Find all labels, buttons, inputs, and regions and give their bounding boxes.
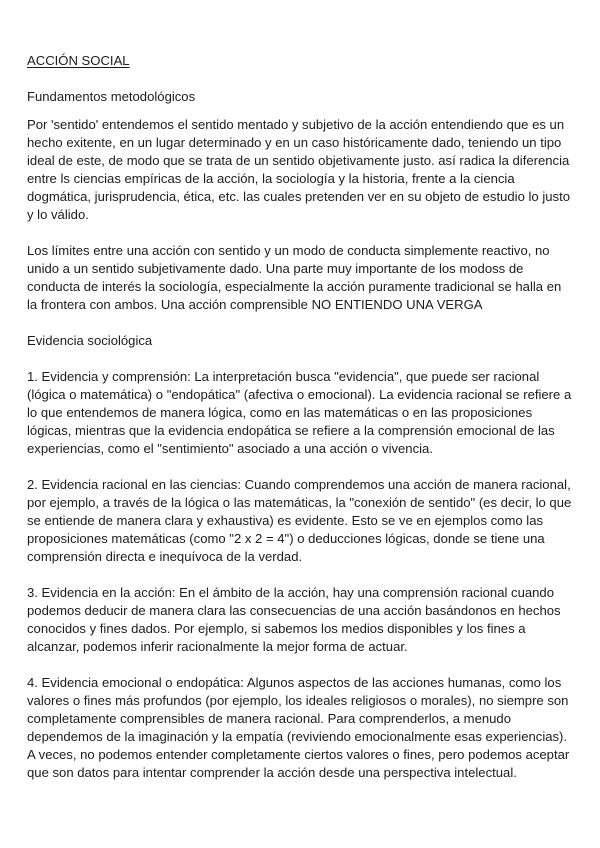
- paragraph: 1. Evidencia y comprensión: La interpretación busca "evidencia", que puede ser racional (lógica o matemática) o "endopática" (afectiva o emocional). La evidencia racional se refiere a lo que entendemos de manera lógica, como en las matemáticas o en las proposiciones lógicas, mientras que la evidencia endopática se refiere a la comprensión emocional de las experiencias, como el "sentimiento" asociado a una acción o vivencia.: [27, 369, 572, 456]
- document-page: [27, 52, 575, 782]
- paragraph: 3. Evidencia en la acción: En el ámbito de la acción, hay una comprensión racional cuando podemos deducir de manera clara las consecuencias de una acción basándonos en hechos conocidos y fines dados. Por ejemplo, si sabemos los medios disponibles y los fines a alcanzar, podemos inferir racionalmente la mejor forma de actuar.: [27, 585, 561, 654]
- paragraph: 2. Evidencia racional en las ciencias: Cuando comprendemos una acción de manera racional, por ejemplo, a través de la lógica o las matemáticas, la "conexión de sentido" (es decir, lo que se entiende de manera clara y exhaustiva) es evidente. Esto se ve en ejemplos como las proposiciones matemáticas (como "2 x 2 = 4") o deducciones lógicas, donde se tiene una comprensión directa e inequívoca de la verdad.: [27, 477, 572, 564]
- paragraph: Por 'sentido' entendemos el sentido mentado y subjetivo de la acción entendiendo que es un hecho exitente, en un lugar determinado y en un caso históricamente dado, teniendo un tipo ideal de este, de modo que se trata de un sentido objetivamente justo. así radica la diferencia entre ls ciencias empíricas de la acción, la sociología y la historia, frente a la ciencia dogmática, jurisprudencia, ética, etc. las cuales pretenden ver en su objeto de estudio lo justo y lo válido.: [27, 117, 570, 222]
- section-heading-fundamentos: Fundamentos metodológicos: [27, 89, 196, 104]
- section-heading-evidencia: Evidencia sociológica: [27, 333, 153, 348]
- paragraph: Los límites entre una acción con sentido y un modo de conducta simplemente reactivo, no unido a un sentido subjetivamente dado. Una parte muy importante de los modoss de conducta de interés la sociología, especialmente la acción puramente tradicional se halla en la frontera con ambos. Una acción comprensible NO ENTIENDO UNA VERGA: [27, 243, 562, 312]
- document-title: ACCIÓN SOCIAL: [27, 53, 130, 68]
- paragraph: 4. Evidencia emocional o endopática: Algunos aspectos de las acciones humanas, como los valores o fines más profundos (por ejemplo, los ideales religiosos o morales), no siempre son completamente comprensibles de manera racional. Para comprenderlos, a menudo dependemos de la imaginación y la empatía (reviviendo emocionalmente esas experiencias). A veces, no podemos entender completamente ciertos valores o fines, pero podemos aceptar que son datos para intentar comprender la acción desde una perspectiva intelectual.: [27, 675, 570, 780]
